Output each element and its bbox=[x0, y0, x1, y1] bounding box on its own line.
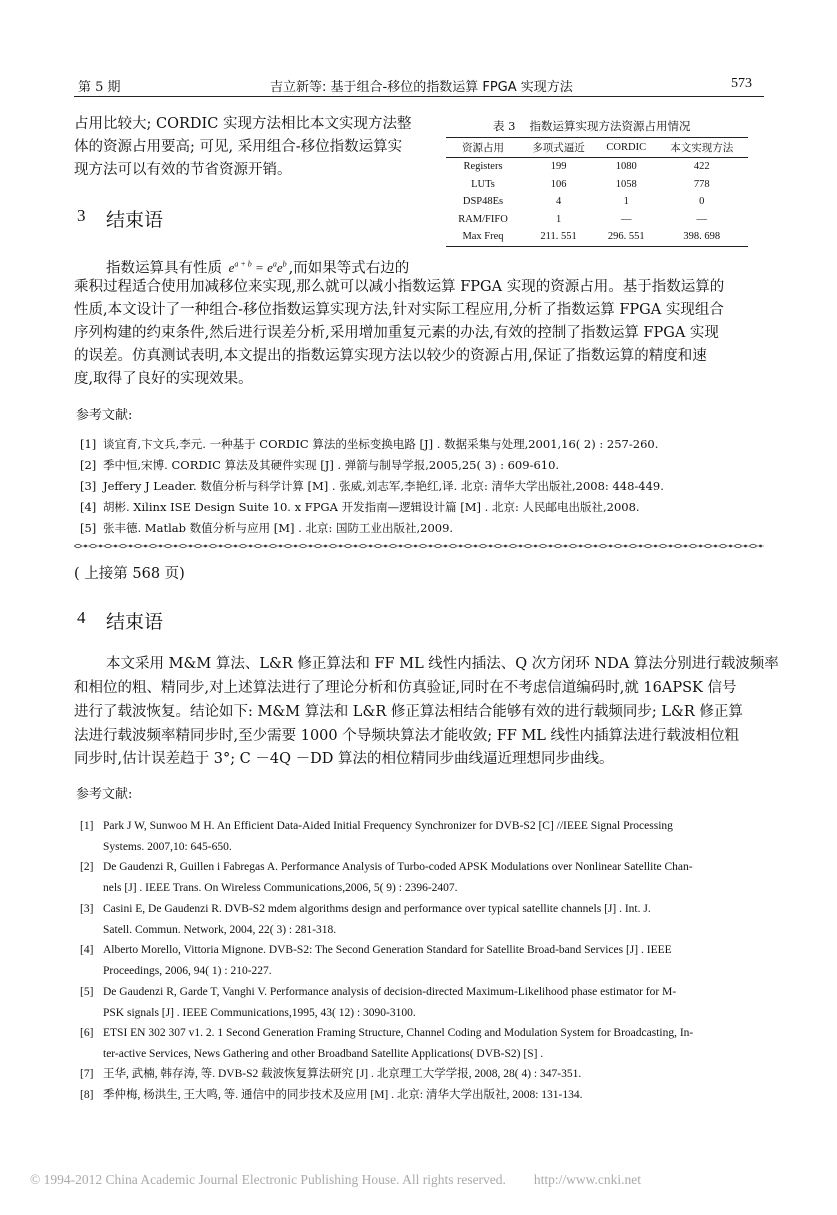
divider-dot bbox=[159, 545, 162, 548]
table-caption bbox=[493, 118, 690, 134]
reference-item: ETSI EN 302 307 v1. 2. 1 Second Generation Framing Structure, Channel Coding and Modulation System for Broadcasting, In- bbox=[103, 1027, 694, 1039]
copyright-text: © 1994-2012 China Academic Journal Electronic Publishing House. All rights reserved. bbox=[30, 1172, 506, 1187]
divider-ornament bbox=[660, 544, 667, 548]
divider-dot bbox=[414, 545, 417, 548]
divider-dot bbox=[609, 545, 612, 548]
divider-ornament bbox=[495, 544, 502, 548]
divider-dot bbox=[234, 545, 237, 548]
divider-ornament bbox=[420, 544, 427, 548]
divider-ornament bbox=[210, 544, 217, 548]
reference-item: Jeffery J Leader. 数值分析与科学计算 [M] . 张威,刘志军,李艳红,译. 北京: 清华大学出版社,2008: 448-449. bbox=[103, 479, 664, 493]
continued-note: ( 上接第 568 页) bbox=[74, 566, 185, 582]
reference-number: [2] bbox=[80, 861, 94, 873]
reference-item-continued: Proceedings, 2006, 94( 1) : 210-227. bbox=[103, 965, 272, 977]
reference-number: [1] bbox=[80, 437, 97, 451]
table-cell: — bbox=[696, 213, 707, 225]
reference-item: Casini E, De Gaudenzi R. DVB-S2 mdem algorithms design and performance over typical satellite channels [J] . Int. J. bbox=[103, 903, 651, 915]
divider-dot bbox=[729, 545, 732, 548]
divider-ornament bbox=[435, 544, 442, 548]
divider-dot bbox=[549, 545, 552, 548]
table-cell: Max Freq bbox=[446, 228, 520, 246]
reference-item: Alberto Morello, Vittoria Mignone. DVB-S2: The Second Generation Standard for Satellite Broad-band Services [J] . IEEE bbox=[103, 944, 672, 956]
paragraph-line: 和相位的粗、精同步,对上述算法进行了理论分析和仿真验证,同时在不考虑信道编码时,就 16APSK 信号 bbox=[74, 680, 737, 696]
table-header-cell: 资源占用 bbox=[446, 138, 520, 158]
divider-ornament bbox=[735, 544, 742, 548]
divider-ornament bbox=[315, 544, 322, 548]
table-cell: Registers bbox=[463, 161, 503, 173]
divider-ornament bbox=[585, 544, 592, 548]
paragraph-line: 法进行载波频率精同步时,至少需要 1000 个导频块算法才能收敛; FF ML 线性内插算法进行载波相位粗 bbox=[74, 728, 740, 744]
reference-item: 季仲梅, 杨洪生, 王大鸣, 等. 通信中的同步技术及应用 [M] . 北京: 清华大学出版社, 2008: 131-134. bbox=[103, 1089, 583, 1101]
divider-dot bbox=[369, 545, 372, 548]
divider-ornament bbox=[165, 544, 172, 548]
divider-dot bbox=[564, 545, 567, 548]
divider-dot bbox=[84, 545, 87, 548]
divider-dot bbox=[279, 545, 282, 548]
copyright-footer bbox=[30, 1172, 641, 1188]
reference-number: [4] bbox=[80, 500, 97, 514]
paragraph-line: 本文采用 M&M 算法、L&R 修正算法和 FF ML 线性内插法、Q 次方闭环 NDA 算法分别进行载波频率 bbox=[106, 656, 779, 672]
divider-dot bbox=[339, 545, 342, 548]
table-header-row bbox=[446, 138, 748, 158]
section-4-title: 结束语 bbox=[106, 611, 164, 633]
table-header-cell: CORDIC bbox=[597, 138, 655, 158]
divider-ornament bbox=[360, 544, 367, 548]
reference-item-continued: PSK signals [J] . IEEE Communications,1995, 43( 12) : 3090-3100. bbox=[103, 1007, 416, 1019]
divider-ornament bbox=[150, 544, 157, 548]
divider-ornament bbox=[690, 544, 697, 548]
divider-dot bbox=[459, 545, 462, 548]
divider-dot bbox=[429, 545, 432, 548]
divider-dot bbox=[114, 545, 117, 548]
divider-ornament bbox=[525, 544, 532, 548]
article-divider bbox=[74, 542, 764, 550]
table-cell: 422 bbox=[693, 161, 710, 173]
divider-dot bbox=[354, 545, 357, 548]
paragraph-line: 现方法可以有效的节省资源开销。 bbox=[74, 162, 292, 178]
divider-ornament bbox=[675, 544, 682, 548]
table-cell: 106 bbox=[550, 178, 567, 190]
header-rule bbox=[74, 96, 764, 97]
divider-ornament bbox=[180, 544, 187, 548]
divider-dot bbox=[669, 545, 672, 548]
divider-ornament bbox=[270, 544, 277, 548]
table-cell: 0 bbox=[699, 196, 705, 208]
divider-dot bbox=[204, 545, 207, 548]
divider-dot bbox=[189, 545, 192, 548]
divider-ornament bbox=[330, 544, 337, 548]
table-number: 表 3 bbox=[493, 119, 516, 133]
reference-number: [5] bbox=[80, 521, 97, 535]
divider-ornament bbox=[225, 544, 232, 548]
divider-ornament bbox=[450, 544, 457, 548]
divider-ornament bbox=[750, 544, 757, 548]
table-cell: RAM/FIFO bbox=[458, 213, 508, 225]
table-cell: 199 bbox=[550, 161, 567, 173]
table-header-cell: 本文实现方法 bbox=[655, 138, 748, 158]
divider-dot bbox=[324, 545, 327, 548]
divider-dot bbox=[579, 545, 582, 548]
resource-table bbox=[446, 137, 748, 247]
divider-ornament bbox=[375, 544, 382, 548]
divider-dot bbox=[399, 545, 402, 548]
exponent-formula: $e^{a + b} = e^ae^b$ bbox=[228, 260, 287, 276]
table-row bbox=[446, 176, 748, 194]
divider-ornament bbox=[285, 544, 292, 548]
paragraph-line: 占用比较大; CORDIC 实现方法相比本文实现方法整 bbox=[74, 116, 412, 132]
reference-number: [6] bbox=[80, 1027, 94, 1039]
divider-dot bbox=[684, 545, 687, 548]
table-row bbox=[446, 158, 748, 176]
table-title: 指数运算实现方法资源占用情况 bbox=[529, 119, 691, 133]
divider-dot bbox=[174, 545, 177, 548]
divider-ornament bbox=[540, 544, 547, 548]
table-cell: LUTs bbox=[471, 178, 495, 190]
table-cell: 211. 551 bbox=[520, 228, 597, 246]
divider-ornament bbox=[90, 544, 97, 548]
divider-ornament bbox=[75, 544, 82, 548]
table-row bbox=[446, 228, 748, 246]
divider-dot bbox=[639, 545, 642, 548]
divider-dot bbox=[384, 545, 387, 548]
divider-ornament bbox=[345, 544, 352, 548]
paragraph-line: 的误差。仿真测试表明,本文提出的指数运算实现方法以较少的资源占用,保证了指数运算的精度和速 bbox=[74, 348, 707, 364]
divider-ornament bbox=[615, 544, 622, 548]
divider-ornament bbox=[135, 544, 142, 548]
reference-item: 张丰德. Matlab 数值分析与应用 [M] . 北京: 国防工业出版社,2009. bbox=[103, 521, 454, 535]
divider-dot bbox=[594, 545, 597, 548]
reference-item: 谈宜育,卞文兵,李元. 一种基于 CORDIC 算法的坐标变换电路 [J] . 数据采集与处理,2001,16( 2) : 257-260. bbox=[103, 437, 659, 451]
references-heading: 参考文献: bbox=[76, 787, 133, 802]
divider-ornament bbox=[480, 544, 487, 548]
table-row bbox=[446, 193, 748, 211]
table-cell: 1080 bbox=[615, 161, 637, 173]
divider-dot bbox=[654, 545, 657, 548]
section-3-number: 3 bbox=[77, 206, 86, 225]
divider-dot bbox=[699, 545, 702, 548]
paragraph-line: 体的资源占用要高; 可见, 采用组合-移位指数运算实 bbox=[74, 139, 403, 155]
paragraph-line: 性质,本文设计了一种组合-移位指数运算实现方法,针对实际工程应用,分析了指数运算 FPGA 实现组合 bbox=[74, 302, 724, 318]
table-cell: 4 bbox=[555, 196, 562, 208]
divider-ornament bbox=[195, 544, 202, 548]
divider-dot bbox=[99, 545, 102, 548]
divider-ornament bbox=[120, 544, 127, 548]
divider-ornament bbox=[255, 544, 262, 548]
divider-dot bbox=[309, 545, 312, 548]
reference-item: Park J W, Sunwoo M H. An Efficient Data-Aided Initial Frequency Synchronizer for DVB-S2 [C] //IEEE Signal Processing bbox=[103, 820, 673, 832]
formula-lead: 指数运算具有性质 bbox=[106, 260, 222, 277]
table-cell: 778 bbox=[693, 178, 710, 190]
divider-dot bbox=[624, 545, 627, 548]
reference-number: [4] bbox=[80, 944, 94, 956]
divider-ornament bbox=[720, 544, 727, 548]
divider-dot bbox=[264, 545, 267, 548]
reference-number: [3] bbox=[80, 903, 94, 915]
divider-ornament bbox=[630, 544, 637, 548]
reference-number: [3] bbox=[80, 479, 97, 493]
references-heading: 参考文献: bbox=[76, 408, 133, 423]
reference-number: [7] bbox=[80, 1068, 94, 1080]
page-number: 573 bbox=[731, 76, 752, 91]
reference-number: [2] bbox=[80, 458, 97, 472]
reference-item-continued: Systems. 2007,10: 645-650. bbox=[103, 841, 232, 853]
reference-item: De Gaudenzi R, Garde T, Vanghi V. Performance analysis of decision-directed Maximum-Likelihood phase estimator for M- bbox=[103, 986, 677, 998]
reference-item: 胡彬. Xilinx ISE Design Suite 10. x FPGA 开发指南—逻辑设计篇 [M] . 北京: 人民邮电出版社,2008. bbox=[103, 500, 640, 514]
reference-item: 王华, 武楠, 韩存涛, 等. DVB-S2 载波恢复算法研究 [J] . 北京理工大学学报, 2008, 28( 4) : 347-351. bbox=[103, 1068, 582, 1080]
reference-item: De Gaudenzi R, Guillen i Fabregas A. Performance Analysis of Turbo-coded APSK Modulations over Nonlinear Satellite Chan- bbox=[103, 861, 693, 873]
divider-dot bbox=[219, 545, 222, 548]
paragraph-line: 进行了载波恢复。结论如下: M&M 算法和 L&R 修正算法相结合能够有效的进行载频同步; L&R 修正算 bbox=[74, 704, 743, 720]
divider-dot bbox=[444, 545, 447, 548]
divider-dot bbox=[534, 545, 537, 548]
footer-url: http://www.cnki.net bbox=[533, 1172, 642, 1187]
section-3-title: 结束语 bbox=[106, 209, 164, 231]
reference-item-continued: Satell. Commun. Network, 2004, 22( 3) : 281-318. bbox=[103, 924, 337, 936]
divider-dot bbox=[504, 545, 507, 548]
paragraph-line: 度,取得了良好的实现效果。 bbox=[74, 371, 253, 387]
divider-ornament bbox=[105, 544, 112, 548]
reference-number: [5] bbox=[80, 986, 94, 998]
divider-ornament bbox=[570, 544, 577, 548]
divider-dot bbox=[249, 545, 252, 548]
paragraph-line: 同步时,估计误差趋于 3°; C －4Q －DD 算法的相位精同步曲线逼近理想同步曲线。 bbox=[74, 751, 614, 767]
table-cell: 1 bbox=[555, 213, 562, 225]
divider-ornament bbox=[300, 544, 307, 548]
table-row bbox=[446, 211, 748, 229]
table-cell: 1 bbox=[623, 196, 629, 208]
section-4-number: 4 bbox=[77, 608, 86, 627]
issue-number: 第 5 期 bbox=[78, 80, 121, 95]
paragraph-line: 乘积过程适合使用加减移位来实现,那么就可以减小指数运算 FPGA 实现的资源占用。基于指数运算的 bbox=[74, 279, 725, 295]
reference-number: [8] bbox=[80, 1089, 94, 1101]
reference-item-continued: ter-active Services, News Gathering and other Broadband Satellite Applications( DVB-S2) [S] . bbox=[103, 1048, 544, 1060]
divider-ornament bbox=[240, 544, 247, 548]
divider-ornament bbox=[645, 544, 652, 548]
divider-dot bbox=[519, 545, 522, 548]
divider-ornament bbox=[405, 544, 412, 548]
divider-ornament bbox=[705, 544, 712, 548]
divider-ornament bbox=[390, 544, 397, 548]
table-cell: DSP48Es bbox=[462, 196, 504, 208]
divider-ornament bbox=[555, 544, 562, 548]
divider-dot bbox=[744, 545, 747, 548]
paragraph-line: 序列构建的约束条件,然后进行误差分析,采用增加重复元素的办法,有效的控制了指数运算 FPGA 实现 bbox=[74, 325, 719, 341]
divider-dot bbox=[714, 545, 717, 548]
table-cell: 398. 698 bbox=[655, 228, 748, 246]
divider-dot bbox=[474, 545, 477, 548]
table-cell: 1058 bbox=[615, 178, 637, 190]
divider-dot bbox=[129, 545, 132, 548]
table-header-cell: 多项式逼近 bbox=[520, 138, 597, 158]
divider-dot bbox=[759, 545, 762, 548]
reference-item-continued: nels [J] . IEEE Trans. On Wireless Communications,2006, 5( 9) : 2396-2407. bbox=[103, 882, 458, 894]
formula-tail: ,而如果等式右边的 bbox=[288, 260, 410, 277]
divider-dot bbox=[489, 545, 492, 548]
reference-number: [1] bbox=[80, 820, 94, 832]
divider-ornament bbox=[465, 544, 472, 548]
divider-ornament bbox=[600, 544, 607, 548]
reference-item: 季中恒,宋博. CORDIC 算法及其硬件实现 [J] . 弹箭与制导学报,2005,25( 3) : 609-610. bbox=[103, 458, 560, 472]
table-cell: 296. 551 bbox=[597, 228, 655, 246]
running-title: 吉立新等: 基于组合-移位的指数运算 FPGA 实现方法 bbox=[270, 80, 573, 95]
divider-ornament bbox=[510, 544, 517, 548]
table-cell: — bbox=[621, 213, 632, 225]
divider-dot bbox=[144, 545, 147, 548]
divider-dot bbox=[294, 545, 297, 548]
